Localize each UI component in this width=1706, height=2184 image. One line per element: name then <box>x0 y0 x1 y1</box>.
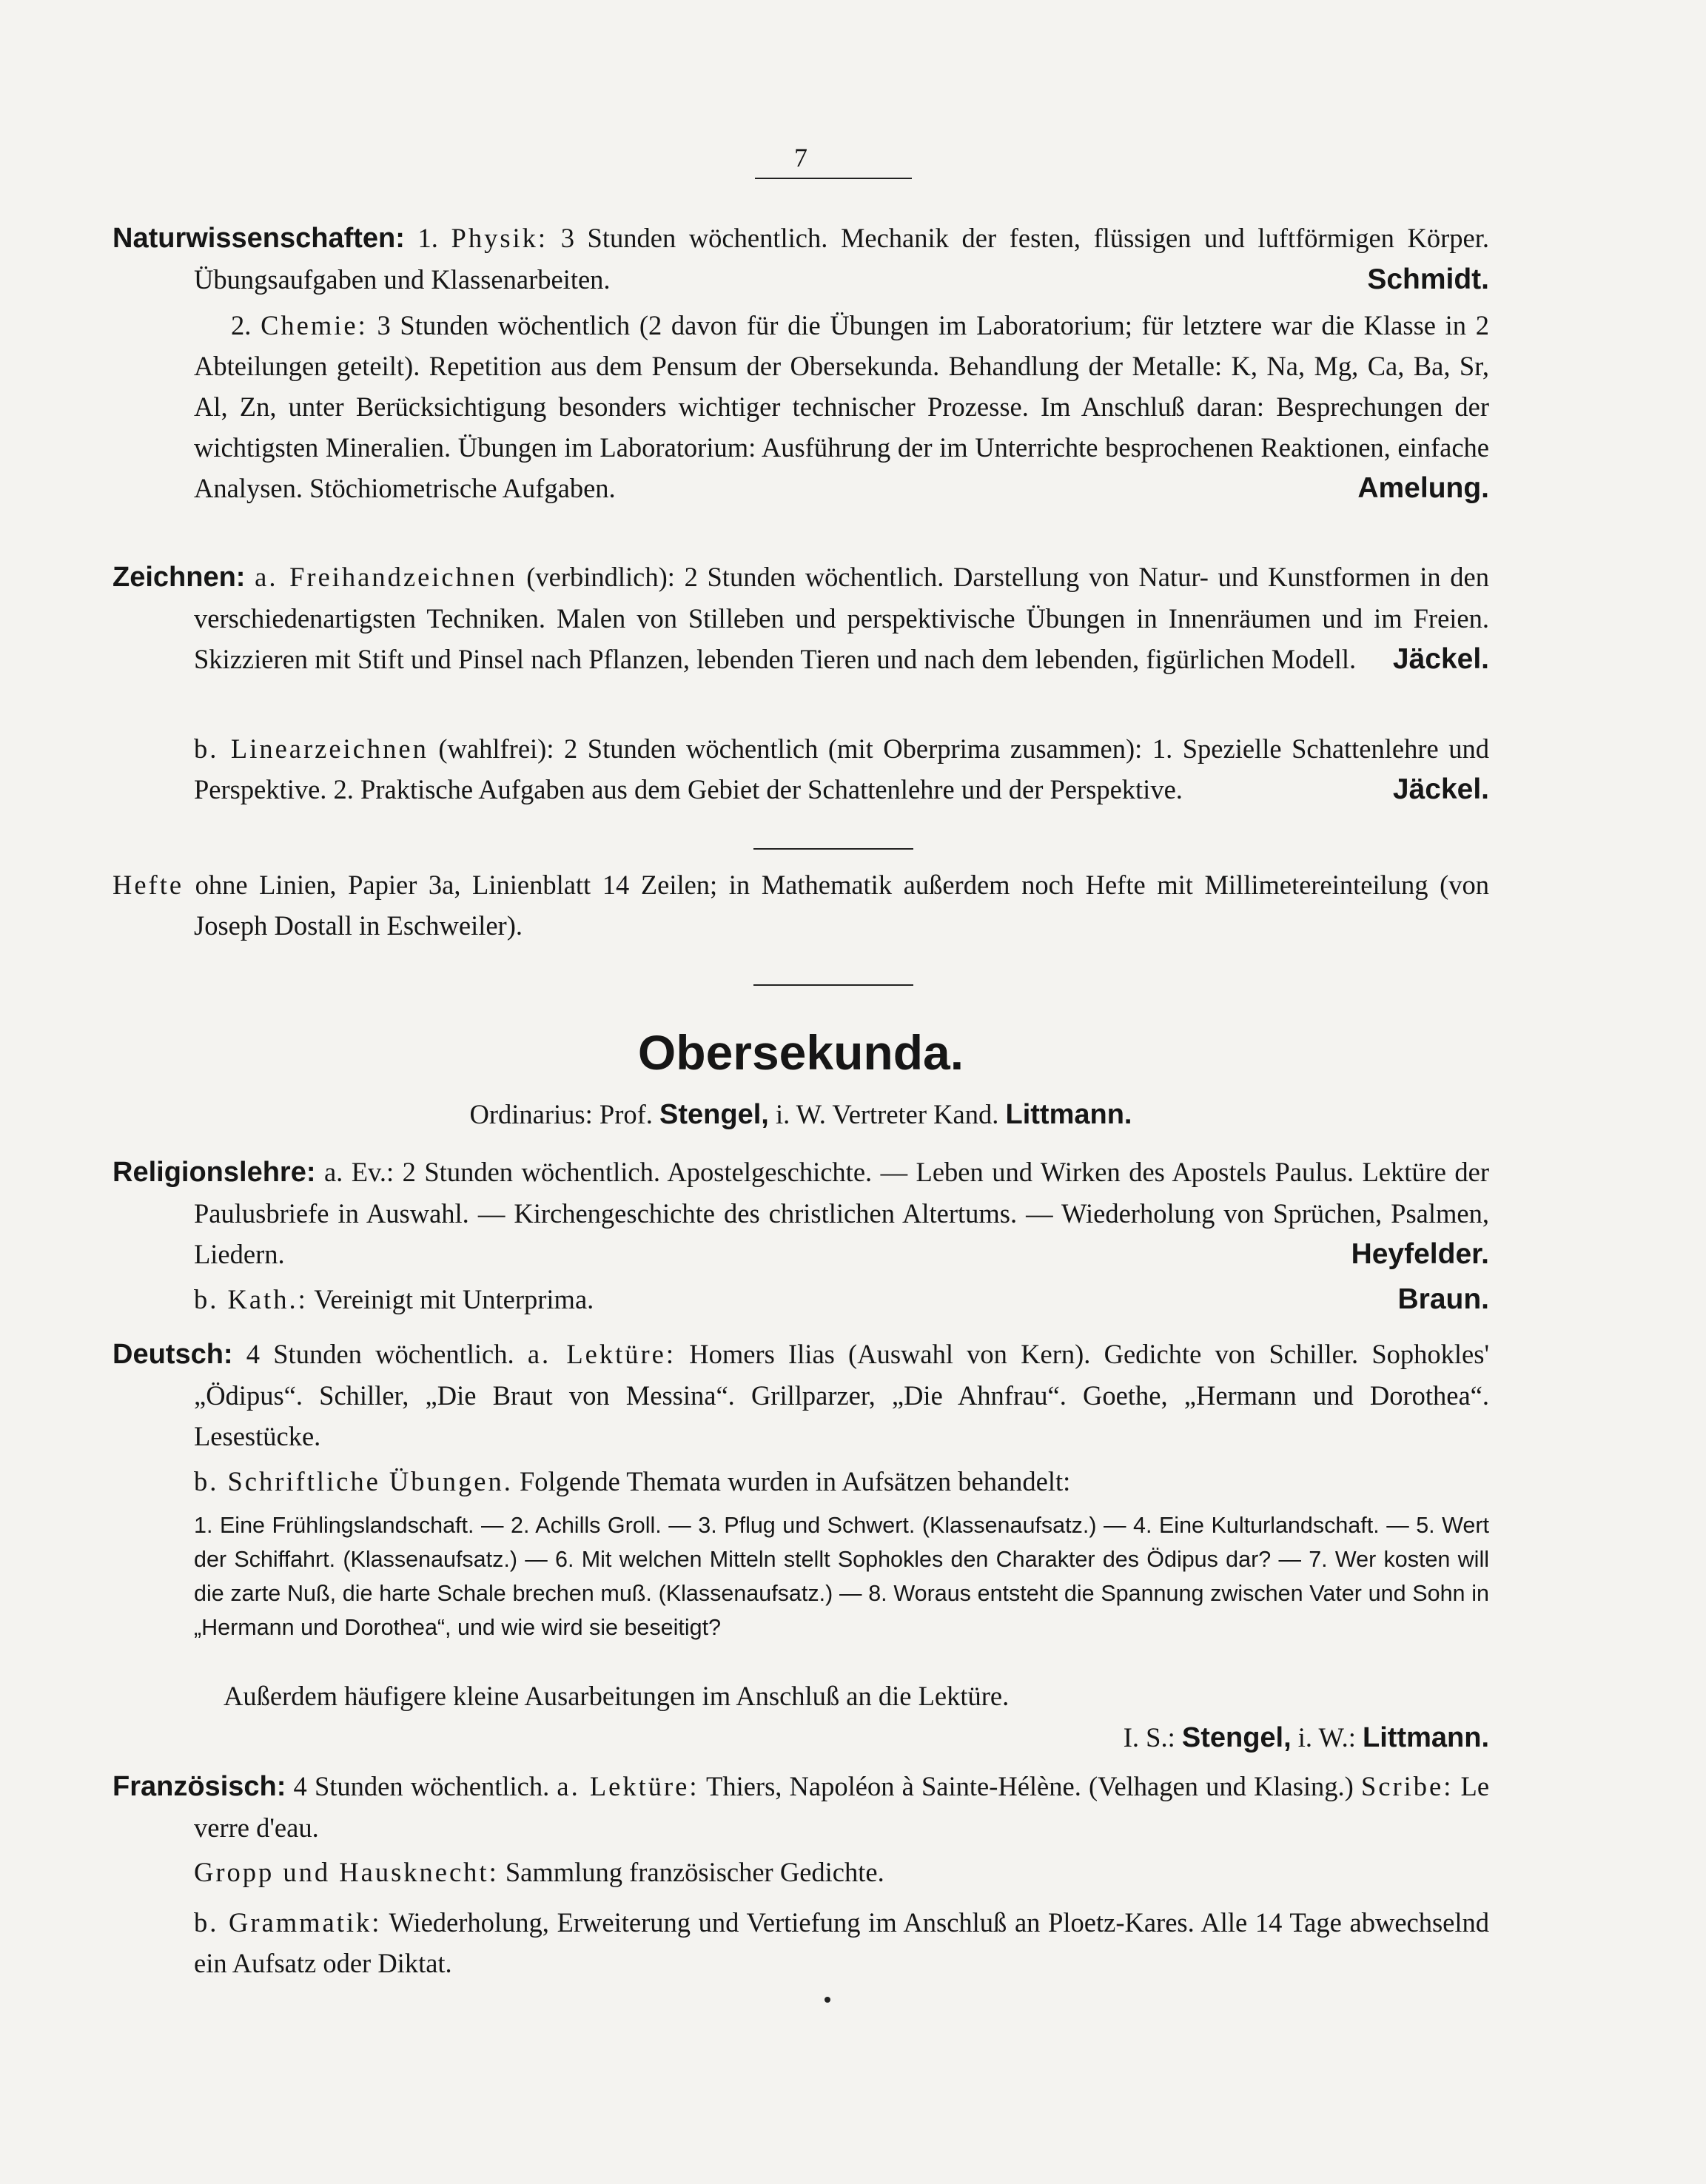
religion-kath-text: Vereinigt mit Unterprima. <box>314 1284 594 1314</box>
religion-a-paragraph <box>112 1152 1489 1274</box>
chemie-number: 2. <box>231 310 252 340</box>
freihand-label: a. Freihandzeichnen <box>255 562 517 592</box>
ordinarius-label: Ordinarius: <box>469 1099 593 1129</box>
deutsch-signature <box>112 1717 1489 1758</box>
franzoesisch-a-paragraph <box>112 1766 1489 1848</box>
deutsch-schriftlich-label: b. Schriftliche Übungen. <box>194 1466 513 1496</box>
chemie-label: Chemie: <box>261 310 368 340</box>
section-heading-deutsch: Deutsch: <box>112 1339 233 1370</box>
deutsch-intro: 4 Stunden wöchentlich. <box>246 1339 514 1369</box>
hefte-label: Hefte <box>112 870 184 900</box>
physik-label: Physik: <box>451 223 548 253</box>
deutsch-sig-prefix1: I. S.: <box>1123 1722 1175 1753</box>
deutsch-sig-name2: Littmann. <box>1363 1722 1489 1753</box>
teacher-braun: Braun. <box>1397 1283 1489 1315</box>
teacher-jaeckel-b: Jäckel. <box>1392 773 1489 805</box>
section-rule-2 <box>753 984 913 986</box>
deutsch-schriftlich-text: Folgende Themata wurden in Aufsätzen behandelt: <box>519 1466 1071 1496</box>
franzoesisch-grammatik-text: Wiederholung, Erweiterung und Vertiefung im Anschluß an Ploetz-Kares. Alle 14 Tage abwechselnd ein Aufsatz oder Diktat. <box>194 1907 1490 1978</box>
ordinarius-line <box>112 1094 1489 1135</box>
deutsch-sig-prefix2: i. W.: <box>1297 1722 1356 1753</box>
deutsch-extra: Außerdem häufigere kleine Ausarbeitungen im Anschluß an die Lektüre. <box>224 1681 1010 1711</box>
decorative-dot <box>825 1997 830 2003</box>
franzoesisch-b-paragraph <box>112 1902 1489 1983</box>
ordinarius-prof: Prof. <box>599 1099 653 1129</box>
hefte-paragraph <box>112 864 1489 946</box>
page-number: 7 <box>794 143 807 172</box>
deutsch-sig-name1: Stengel, <box>1181 1722 1292 1753</box>
teacher-schmidt: Schmidt. <box>1367 263 1489 295</box>
header-rule <box>755 178 912 179</box>
deutsch-lektuere-text: Homers Ilias (Auswahl von Kern). Gedichte von Schiller. Sophokles' „Ödipus“. Schiller, „Die Braut von Messina“. Grillparzer, „Die Ahnfrau“. Goethe, „Hermann und Dorothea“. Lesestücke. <box>194 1339 1490 1451</box>
physik-text: 3 Stunden wöchentlich. Mechanik der festen, flüssigen und luftförmigen Körper. Übungsaufgaben und Klassenarbeiten. <box>194 223 1490 295</box>
teacher-amelung: Amelung. <box>1357 472 1489 504</box>
class-title: Obersekunda. <box>637 1025 964 1080</box>
ordinarius-mid: i. W. Vertreter Kand. <box>775 1099 999 1129</box>
franzoesisch-lektuere-label: a. Lektüre: <box>557 1771 699 1801</box>
franzoesisch-gropp-paragraph <box>112 1852 1489 1892</box>
section-heading-franzoesisch: Französisch: <box>112 1771 286 1802</box>
ordinarius-name: Stengel, <box>659 1099 769 1130</box>
zeichnen-a-paragraph <box>112 557 1489 679</box>
deutsch-a-paragraph <box>112 1334 1489 1456</box>
franzoesisch-intro: 4 Stunden wöchentlich. <box>293 1771 550 1801</box>
section-heading-naturwissenschaften: Naturwissenschaften: <box>112 223 405 254</box>
zeichnen-b-paragraph <box>112 728 1489 810</box>
religion-ev-text: 2 Stunden wöchentlich. Apostelgeschichte. — Leben und Wirken des Apostels Paulus. Lektüre der Paulusbriefe in Auswahl. — Kirchengeschichte des christlichen Altertums. — Wiederholung von Sprüchen, Psalmen, Liedern. <box>194 1157 1490 1269</box>
deutsch-b-paragraph <box>112 1461 1489 1502</box>
teacher-jaeckel-a: Jäckel. <box>1392 643 1489 675</box>
section-heading-religionslehre: Religionslehre: <box>112 1157 316 1188</box>
physik-number: 1. <box>417 223 438 253</box>
franzoesisch-scribe-text: Le verre d'eau. <box>194 1771 1490 1843</box>
section-rule-1 <box>753 848 913 850</box>
ordinarius-substitute: Littmann. <box>1005 1099 1132 1130</box>
deutsch-topics: 1. Eine Frühlingslandschaft. — 2. Achills Groll. — 3. Pflug und Schwert. (Klassenaufsatz.) — 4. Eine Kulturlandschaft. — 5. Wert der Schiffahrt. (Klassenaufsatz.) — 6. Mit welchen Mitteln stellt Sophokles den Charakter des Ödipus dar? — 7. Wer kosten will die zarte Nuß, die harte Schale brechen muß. (Klassenaufsatz.) — 8. Woraus entsteht die Spannung zwischen Vater und Sohn in „Hermann und Dorothea“, und wie wird sie beseitigt? <box>194 1513 1489 1640</box>
franzoesisch-gropp-label: Gropp und Hausknecht: <box>194 1857 499 1887</box>
chemie-paragraph <box>112 305 1489 508</box>
freihand-text: (verbindlich): 2 Stunden wöchentlich. Darstellung von Natur- und Kunstformen in den verschiedenartigsten Techniken. Malen von Stilleben und perspektivische Übungen in Innenräumen und im Freien. Skizzieren mit Stift und Pinsel nach Pflanzen, lebenden Tieren und nach dem lebenden, figürlichen Modell. <box>194 562 1490 674</box>
franzoesisch-gropp-text: Sammlung französischer Gedichte. <box>505 1857 884 1887</box>
religion-b-paragraph <box>112 1279 1489 1320</box>
franzoesisch-lektuere-text: Thiers, Napoléon à Sainte-Hélène. (Velhagen und Klasing.) <box>706 1771 1354 1801</box>
section-heading-zeichnen: Zeichnen: <box>112 562 246 593</box>
naturwissenschaften-physik <box>112 218 1489 300</box>
religion-ev-label: a. Ev.: <box>323 1157 394 1187</box>
deutsch-lektuere-label: a. Lektüre: <box>527 1339 676 1369</box>
hefte-text: ohne Linien, Papier 3a, Linienblatt 14 Zeilen; in Mathematik außerdem noch Hefte mit Millimetereinteilung (von Joseph Dostall in Eschweiler). <box>194 870 1489 941</box>
linear-label: b. Linearzeichnen <box>194 733 429 764</box>
religion-kath-label: b. Kath.: <box>194 1284 308 1314</box>
linear-text: (wahlfrei): 2 Stunden wöchentlich (mit Oberprima zusammen): 1. Spezielle Schattenlehre und Perspektive. 2. Praktische Aufgaben aus dem Gebiet der Schattenlehre und der Perspektive. <box>194 733 1490 804</box>
franzoesisch-scribe-label: Scribe: <box>1360 1771 1454 1801</box>
teacher-heyfelder: Heyfelder. <box>1351 1238 1489 1270</box>
chemie-text: 3 Stunden wöchentlich (2 davon für die Übungen im Laboratorium; für letztere war die Klasse in 2 Abteilungen geteilt). Repetition aus dem Pensum der Obersekunda. Behandlung der Metalle: K, Na, Mg, Ca, Ba, Sr, Al, Zn, unter Berücksichtigung besonders wichtiger technischer Prozesse. Im Anschluß daran: Besprechungen der wichtigsten Mineralien. Übungen im Laboratorium: Ausführung der im Unterrichte besprochenen Reaktionen, einfache Analysen. Stöchiometrische Aufgaben. <box>194 310 1490 503</box>
franzoesisch-grammatik-label: b. Grammatik: <box>194 1907 382 1938</box>
